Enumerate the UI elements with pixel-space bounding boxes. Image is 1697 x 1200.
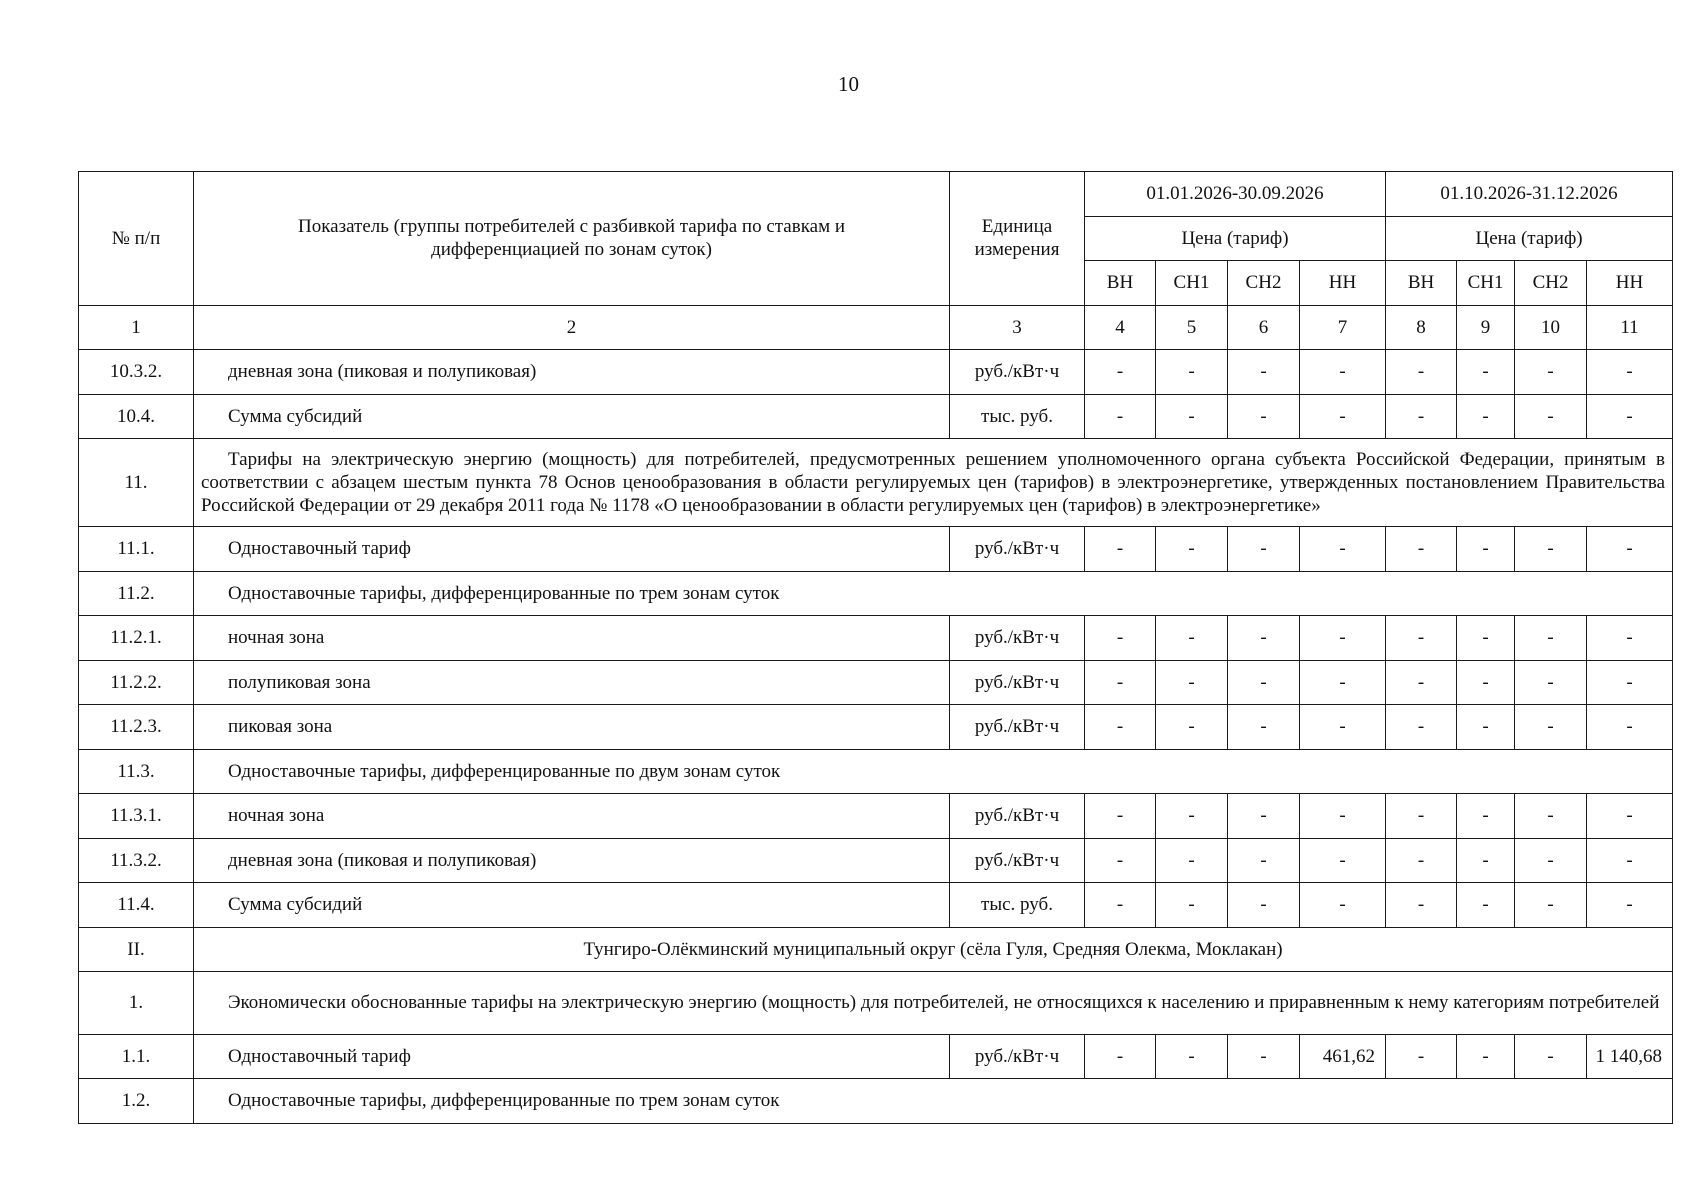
row-section: Одноставочные тарифы, дифференцированные по трем зонам суток [194,1079,1673,1124]
header-level: СН1 [1457,261,1515,306]
header-period-2: 01.10.2026-31.12.2026 [1386,172,1673,217]
row-number: 11.1. [79,527,194,572]
row-value: - [1300,794,1386,839]
row-value: - [1386,883,1457,928]
row-number: 10.4. [79,394,194,439]
column-number: 11 [1587,305,1673,350]
row-section: Одноставочные тарифы, дифференцированные по двум зонам суток [194,749,1673,794]
row-value: - [1457,394,1515,439]
table-row [79,439,1673,527]
row-value: - [1457,794,1515,839]
row-value: - [1300,527,1386,572]
row-value: - [1386,660,1457,705]
row-indicator: Одноставочный тариф [194,1034,950,1079]
row-unit: руб./кВт·ч [950,1034,1085,1079]
header-price-1: Цена (тариф) [1085,216,1386,261]
table-row [79,616,1673,661]
header-unit: Единица измерения [950,172,1085,306]
row-value: - [1515,705,1587,750]
row-number: 10.3.2. [79,350,194,395]
row-value: - [1457,1034,1515,1079]
row-value: - [1457,616,1515,661]
row-value: - [1515,394,1587,439]
table-row [79,1079,1673,1124]
row-value: - [1457,350,1515,395]
row-value: - [1156,660,1228,705]
table-row [79,705,1673,750]
row-value: - [1515,1034,1587,1079]
column-number: 3 [950,305,1085,350]
header-indicator: Показатель (группы потребителей с разбивкой тарифа по ставкам и дифференциацией по зонам суток) [194,172,950,306]
row-unit: руб./кВт·ч [950,527,1085,572]
row-value: - [1228,350,1300,395]
row-indicator: ночная зона [194,616,950,661]
header-level: ВН [1085,261,1156,306]
row-value: - [1156,350,1228,395]
column-number: 8 [1386,305,1457,350]
row-number: 11.3.1. [79,794,194,839]
row-number: 11. [79,439,194,527]
row-value: - [1085,350,1156,395]
table-row [79,972,1673,1035]
page-number: 10 [838,72,859,96]
row-value: - [1386,794,1457,839]
row-indicator: полупиковая зона [194,660,950,705]
table-row [79,527,1673,572]
row-value: - [1085,616,1156,661]
table-row [79,927,1673,972]
row-value: - [1515,616,1587,661]
row-value: 1 140,68 [1587,1034,1673,1079]
row-value: - [1156,705,1228,750]
row-indicator: дневная зона (пиковая и полупиковая) [194,350,950,395]
row-value: - [1457,883,1515,928]
row-number: 11.2.2. [79,660,194,705]
row-value: - [1587,838,1673,883]
row-value: - [1587,350,1673,395]
row-unit: руб./кВт·ч [950,350,1085,395]
row-value: - [1300,616,1386,661]
row-value: - [1156,883,1228,928]
row-value: - [1228,660,1300,705]
row-unit: руб./кВт·ч [950,705,1085,750]
row-description: Тарифы на электрическую энергию (мощность) для потребителей, предусмотренных решением уполномоченного органа субъекта Российской Федерации, принятым в соответствии с абзацем шестым пункта 78 Основ ценообразования в области регулируемых цен (тарифов) в электроэнергетике, утвержденных постановлением Правительства Российской Федерации от 29 декабря 2011 года № 1178 «О ценообразовании в области регулируемых цен (тарифов) в электроэнергетике» [194,439,1673,527]
row-value: - [1085,838,1156,883]
row-value: - [1457,838,1515,883]
header-level: НН [1587,261,1673,306]
row-value: - [1515,794,1587,839]
header-level: ВН [1386,261,1457,306]
row-value: - [1156,1034,1228,1079]
row-value: - [1085,794,1156,839]
column-number: 4 [1085,305,1156,350]
row-unit: руб./кВт·ч [950,660,1085,705]
row-unit: руб./кВт·ч [950,794,1085,839]
row-value: - [1228,705,1300,750]
row-value: - [1386,527,1457,572]
column-numbers-row [79,305,1673,350]
column-number: 2 [194,305,950,350]
row-value: - [1300,705,1386,750]
header-row-1 [79,172,1673,217]
header-period-1: 01.01.2026-30.09.2026 [1085,172,1386,217]
header-num: № п/п [79,172,194,306]
row-unit: тыс. руб. [950,394,1085,439]
row-indicator: ночная зона [194,794,950,839]
row-value: - [1085,1034,1156,1079]
row-value: - [1300,838,1386,883]
row-value: - [1515,527,1587,572]
row-value: - [1386,616,1457,661]
row-description: Экономически обоснованные тарифы на электрическую энергию (мощность) для потребителей, не относящихся к населению и приравненным к нему категориям потребителей [194,972,1673,1035]
row-value: - [1228,883,1300,928]
table-row [79,749,1673,794]
row-value: - [1156,616,1228,661]
row-value: - [1515,350,1587,395]
row-value: - [1386,838,1457,883]
row-number: 1.1. [79,1034,194,1079]
table-row [79,394,1673,439]
row-value: - [1228,527,1300,572]
column-number: 9 [1457,305,1515,350]
row-indicator: Сумма субсидий [194,883,950,928]
row-value: - [1300,883,1386,928]
row-number: 11.3. [79,749,194,794]
row-number: 1. [79,972,194,1035]
row-value: - [1156,527,1228,572]
row-value: - [1515,838,1587,883]
header-level: НН [1300,261,1386,306]
header-level: СН2 [1515,261,1587,306]
row-value: - [1587,616,1673,661]
row-value: - [1386,705,1457,750]
row-indicator: дневная зона (пиковая и полупиковая) [194,838,950,883]
row-value: - [1085,705,1156,750]
row-value: - [1300,394,1386,439]
row-number: 11.4. [79,883,194,928]
row-value: - [1386,1034,1457,1079]
row-number: 11.2.1. [79,616,194,661]
row-indicator: пиковая зона [194,705,950,750]
row-unit: тыс. руб. [950,883,1085,928]
row-value: - [1457,527,1515,572]
row-value: - [1515,883,1587,928]
row-value: 461,62 [1300,1034,1386,1079]
table-row [79,571,1673,616]
row-value: - [1228,1034,1300,1079]
row-value: - [1085,527,1156,572]
table-row [79,1034,1673,1079]
row-value: - [1386,394,1457,439]
row-value: - [1228,794,1300,839]
row-unit: руб./кВт·ч [950,838,1085,883]
row-value: - [1228,394,1300,439]
header-price-2: Цена (тариф) [1386,216,1673,261]
header-level: СН2 [1228,261,1300,306]
column-number: 6 [1228,305,1300,350]
column-number: 5 [1156,305,1228,350]
row-value: - [1587,883,1673,928]
row-value: - [1085,394,1156,439]
row-number: 11.2.3. [79,705,194,750]
row-value: - [1515,660,1587,705]
row-value: - [1457,660,1515,705]
row-value: - [1587,705,1673,750]
row-number: II. [79,927,194,972]
row-value: - [1587,794,1673,839]
column-number: 7 [1300,305,1386,350]
row-indicator: Одноставочный тариф [194,527,950,572]
row-section: Одноставочные тарифы, дифференцированные по трем зонам суток [194,571,1673,616]
row-number: 11.3.2. [79,838,194,883]
row-number: 11.2. [79,571,194,616]
header-level: СН1 [1156,261,1228,306]
row-value: - [1587,660,1673,705]
row-number: 1.2. [79,1079,194,1124]
row-indicator: Сумма субсидий [194,394,950,439]
row-unit: руб./кВт·ч [950,616,1085,661]
table-row [79,660,1673,705]
row-value: - [1587,527,1673,572]
row-value: - [1228,616,1300,661]
row-value: - [1587,394,1673,439]
row-value: - [1156,794,1228,839]
row-value: - [1085,660,1156,705]
row-value: - [1457,705,1515,750]
table-row [79,794,1673,839]
row-value: - [1156,838,1228,883]
row-value: - [1228,838,1300,883]
row-value: - [1300,350,1386,395]
table-row [79,350,1673,395]
table-row [79,883,1673,928]
column-number: 10 [1515,305,1587,350]
table-row [79,838,1673,883]
tariff-table [78,171,1673,1124]
row-district-title: Тунгиро-Олёкминский муниципальный округ (сёла Гуля, Средняя Олекма, Моклакан) [194,927,1673,972]
row-value: - [1156,394,1228,439]
column-number: 1 [79,305,194,350]
row-value: - [1085,883,1156,928]
row-value: - [1386,350,1457,395]
row-value: - [1300,660,1386,705]
